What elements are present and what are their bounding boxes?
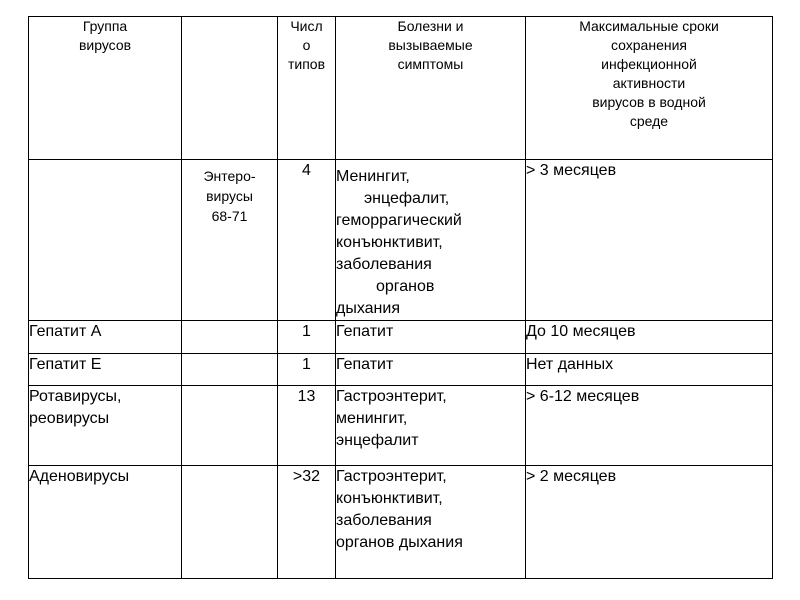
cell-count: 1 (278, 321, 336, 354)
header-max-terms: Максимальные сроки сохранения инфекционной активности вирусов в водной среде (526, 17, 773, 160)
header-diseases: Болезни и вызываемые симптомы (336, 17, 526, 160)
cell-count: 1 (278, 354, 336, 386)
cell-term: > 3 месяцев (526, 160, 773, 321)
table-row (29, 321, 773, 354)
cell-subgroup: Энтеро- вирусы 68-71 (182, 160, 278, 321)
virus-table (28, 16, 773, 579)
cell-subgroup (182, 354, 278, 386)
cell-subgroup (182, 466, 278, 579)
cell-group (29, 160, 182, 321)
cell-group: Аденовирусы (29, 466, 182, 579)
cell-term: До 10 месяцев (526, 321, 773, 354)
cell-term: > 6-12 месяцев (526, 386, 773, 466)
cell-count: 4 (278, 160, 336, 321)
cell-group: Гепатит А (29, 321, 182, 354)
cell-subgroup (182, 321, 278, 354)
cell-count: 13 (278, 386, 336, 466)
cell-group: Гепатит Е (29, 354, 182, 386)
header-row (29, 17, 773, 160)
cell-symptoms: Гепатит (336, 354, 526, 386)
table-row (29, 466, 773, 579)
cell-count: >32 (278, 466, 336, 579)
cell-symptoms: Гастроэнтерит, конъюнктивит, заболевания органов дыхания (336, 466, 526, 579)
header-blank (182, 17, 278, 160)
header-group: Группа вирусов (29, 17, 182, 160)
header-count: Числ о типов (278, 17, 336, 160)
table-row (29, 354, 773, 386)
cell-subgroup (182, 386, 278, 466)
cell-term: > 2 месяцев (526, 466, 773, 579)
cell-symptoms: Гастроэнтерит, менингит, энцефалит (336, 386, 526, 466)
cell-group: Ротавирусы, реовирусы (29, 386, 182, 466)
cell-symptoms: Менингит, энцефалит, геморрагический конъюнктивит, заболевания органов дыхания (336, 160, 526, 321)
table-row (29, 160, 773, 321)
table-row (29, 386, 773, 466)
cell-symptoms: Гепатит (336, 321, 526, 354)
cell-term: Нет данных (526, 354, 773, 386)
